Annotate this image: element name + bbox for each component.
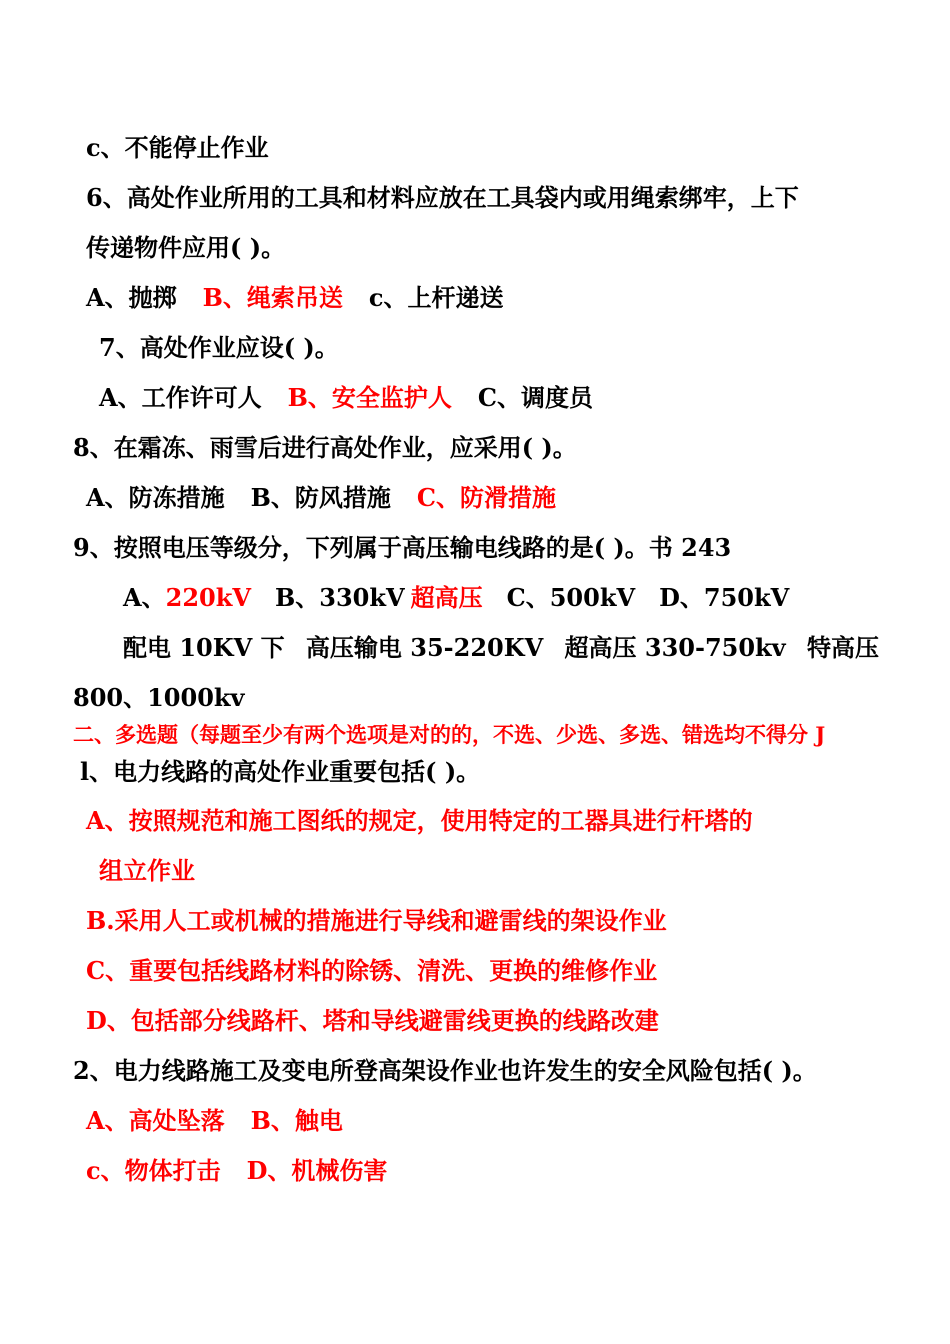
option-c: c、上杆递送 [368, 283, 504, 312]
option-b: B、330kV [274, 583, 405, 612]
question-8-line: 8、在霜冻、雨雪后进行高处作业，应采用( )。 [73, 433, 577, 462]
question-8-options [86, 483, 556, 513]
voltage-note-ultra-high: 特高压 [806, 633, 879, 662]
option-b: B、防风措施 [250, 483, 391, 512]
option-a-line-1: A、按照规范和施工图纸的规定，使用特定的工器具进行杆塔的 [86, 806, 753, 835]
option-a: A、防冻措施 [86, 483, 225, 512]
question-6-options [86, 283, 504, 313]
mc-question-1-option-d [86, 1006, 659, 1036]
mc-question-1-text [80, 757, 480, 787]
section-heading-multiple-choice [73, 720, 825, 750]
mc-question-1-option-c [86, 956, 657, 986]
option-c: c、物体打击 [86, 1156, 221, 1185]
question-6-text [86, 183, 799, 213]
question-8-text [73, 433, 577, 463]
mc-question-2-options-row-1 [86, 1106, 343, 1136]
mc-question-1-option-a [86, 806, 753, 836]
option-c: C、500kV [506, 583, 636, 612]
option-d: D、机械伤害 [246, 1156, 388, 1185]
option-a-answer: 220kV [165, 583, 251, 612]
option-c-text: c、不能停止作业 [86, 133, 269, 162]
option-b-answer: B、安全监护人 [287, 383, 452, 412]
option-a: A、高处坠落 [86, 1106, 225, 1135]
question-7-options [99, 383, 593, 413]
question-6-line-1: 6、高处作业所用的工具和材料应放在工具袋内或用绳索绑牢，上下 [86, 183, 799, 212]
question-6-text-cont [86, 233, 285, 263]
voltage-note [123, 633, 879, 663]
option-d: D、750kV [659, 583, 790, 612]
mc-question-2-line: 2、电力线路施工及变电所登高架设作业也许发生的安全风险包括( )。 [73, 1056, 817, 1085]
question-9-line: 9、按照电压等级分，下列属于高压输电线路的是( )。书 243 [73, 533, 732, 562]
section-heading-text: 二、多选题（每题至少有两个选项是对的的，不选、少选、多选、错选均不得分 J [73, 722, 826, 747]
question-9-text [73, 533, 731, 563]
mc-question-2-text [73, 1056, 817, 1086]
option-c: C、调度员 [477, 383, 594, 412]
option-a: A、抛掷 [86, 283, 177, 312]
mc-question-1-option-b [86, 906, 667, 936]
option-a-label: A、 [123, 583, 166, 612]
option-b-note: 超高压 [410, 583, 483, 612]
voltage-note-distribution: 配电 10KV 下 [123, 633, 285, 662]
mc-question-1-option-a-cont [99, 856, 195, 886]
question-6-line-2: 传递物件应用( )。 [86, 233, 286, 262]
option-c-line: C、重要包括线路材料的除锈、清洗、更换的维修作业 [86, 956, 658, 985]
option-c-answer: C、防滑措施 [416, 483, 557, 512]
voltage-note-cont [73, 683, 244, 713]
option-line-c [86, 133, 269, 163]
question-9-options [123, 583, 789, 613]
mc-question-2-options-row-2 [86, 1156, 387, 1186]
voltage-note-extra-high: 超高压 330-750kv [564, 633, 786, 662]
voltage-note-ultra-high-values: 800、1000kv [73, 683, 245, 712]
voltage-note-high: 高压输电 35-220KV [305, 633, 544, 662]
question-7-line: 7、高处作业应设( )。 [99, 333, 339, 362]
option-a: A、工作许可人 [99, 383, 262, 412]
option-d-line: D、包括部分线路杆、塔和导线避雷线更换的线路改建 [86, 1006, 659, 1035]
question-7-text [99, 333, 339, 363]
option-a-line-2: 组立作业 [99, 856, 195, 885]
option-b-line: B.采用人工或机械的措施进行导线和避雷线的架设作业 [86, 906, 667, 935]
option-b: B、触电 [250, 1106, 343, 1135]
option-b-answer: B、绳索吊送 [202, 283, 343, 312]
mc-question-1-line: l、电力线路的高处作业重要包括( )。 [80, 757, 481, 786]
